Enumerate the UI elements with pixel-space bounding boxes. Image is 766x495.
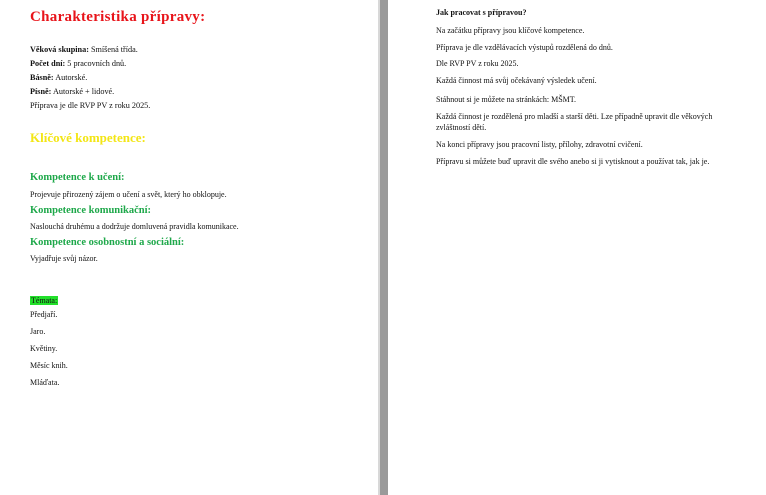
instruction-paragraph: Přípravu si můžete buď upravit dle svého anebo si ji vytisknout a používat tak, jak je. [436,157,710,166]
instruction-paragraph: Každá činnost je rozdělená pro mladší a starší děti. Lze případně upravit dle věkových zvláštností dětí. [436,112,713,132]
topic-item: Jaro. [30,327,46,336]
instruction-paragraph: Na konci přípravy jsou pracovní listy, přílohy, zdravotní cvičení. [436,140,643,149]
competence-heading: Kompetence osobnostní a sociální: [30,237,185,248]
document-page-right [388,0,766,495]
instruction-paragraph: Stáhnout si je můžete na stránkách: MŠMT. [436,95,577,104]
page-gutter [380,0,388,495]
document-page-left [0,0,380,495]
instruction-paragraph: Příprava je dle vzdělávacích výstupů rozdělená do dnů. [436,43,613,52]
competence-text: Projevuje přirozený zájem o učení a svět, který ho obklopuje. [30,190,227,199]
info-value: 5 pracovních dnů. [65,59,127,68]
page-title: Charakteristika přípravy: [30,9,206,25]
key-competences-title: Klíčové kompetence: [30,130,146,145]
instruction-paragraph: Každá činnost má svůj očekávaný výsledek učení. [436,76,597,85]
instructions-heading: Jak pracovat s přípravou? [436,8,527,17]
topic-item: Mláďata. [30,378,60,387]
competence-text: Vyjadřuje svůj názor. [30,254,98,263]
info-days [30,58,126,69]
info-age-group [30,44,138,55]
info-songs [30,86,114,97]
competence-heading: Kompetence k učení: [30,172,125,183]
info-value: Smíšená třída. [88,45,138,54]
topics-label: Témata: [31,296,58,305]
info-label: Básně: [30,73,54,82]
info-label: Věková skupina: [30,45,89,54]
competence-heading: Kompetence komunikační: [30,205,152,216]
info-label: Písně: [30,87,52,96]
instruction-paragraph: Na začátku přípravy jsou klíčové kompetence. [436,26,585,35]
info-label: Počet dní: [30,59,66,68]
competence-text: Naslouchá druhému a dodržuje domluvená pravidla komunikace. [30,222,239,231]
instruction-paragraph: Dle RVP PV z roku 2025. [436,59,519,68]
topic-item: Květiny. [30,344,58,353]
info-value: Autorské. [53,73,88,82]
info-poems [30,72,87,83]
rvp-note: Příprava je dle RVP PV z roku 2025. [30,101,151,110]
info-value: Autorské + lidové. [51,87,115,96]
topic-item: Předjaří. [30,310,58,319]
topic-item: Měsíc knih. [30,361,68,370]
